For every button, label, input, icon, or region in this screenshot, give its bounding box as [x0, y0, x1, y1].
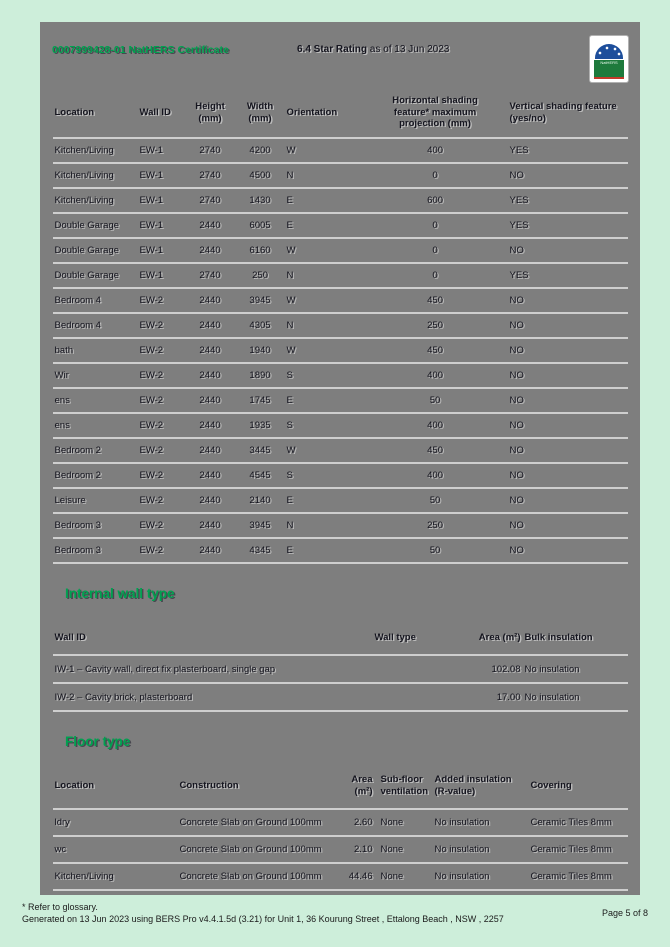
nathers-logo	[590, 36, 628, 82]
column-header: Sub-floor ventilation	[380, 773, 429, 797]
table-row	[53, 836, 628, 863]
table-cell: 400	[427, 370, 443, 381]
table-row	[53, 338, 628, 363]
table-cell: No insulation	[434, 871, 490, 882]
column-header: Height (mm)	[195, 100, 225, 124]
table-cell: None	[380, 844, 404, 855]
table-row	[53, 388, 628, 413]
table-cell: NO	[509, 395, 524, 406]
star-rating-text	[297, 44, 449, 55]
column-header: Area (m²)	[351, 773, 373, 797]
table-cell: NO	[509, 170, 524, 181]
table-cell: None	[380, 817, 404, 828]
table-cell: NO	[509, 495, 524, 506]
internal-wall-heading: Internal wall type	[65, 586, 175, 601]
table-cell: 4500	[249, 170, 271, 181]
table-cell: YES	[509, 195, 529, 206]
internal-wall-table	[53, 621, 628, 712]
table-cell: EW-2	[139, 470, 164, 481]
table-cell: E	[286, 220, 293, 231]
column-header: Location	[54, 106, 95, 118]
table-cell: 2440	[199, 420, 221, 431]
column-header: Covering	[530, 779, 572, 791]
table-cell: NO	[509, 420, 524, 431]
table-cell: No insulation	[434, 817, 490, 828]
table-cell: 4345	[249, 545, 271, 556]
page-footer	[22, 901, 648, 925]
table-cell: W	[286, 445, 296, 456]
table-cell: 2440	[199, 320, 221, 331]
table-row	[53, 655, 628, 683]
table-cell: YES	[509, 270, 529, 281]
table-cell: EW-2	[139, 495, 164, 506]
table-cell: Ceramic Tiles 8mm	[530, 844, 612, 855]
table-cell: 400	[427, 145, 443, 156]
table-cell: NO	[509, 245, 524, 256]
table-cell: EW-1	[139, 220, 164, 231]
table-cell: 2440	[199, 520, 221, 531]
nathers-logo-text: NatHERS	[600, 60, 618, 65]
column-header: Bulk insulation	[524, 631, 593, 643]
table-cell: 600	[427, 195, 443, 206]
table-cell: None	[380, 871, 404, 882]
table-cell: EW-2	[139, 320, 164, 331]
table-row	[53, 138, 628, 163]
table-cell: 102.08	[491, 663, 521, 675]
table-cell: W	[286, 245, 296, 256]
table-cell: NO	[509, 295, 524, 306]
certificate-title: 0007999428-01 NatHERS Certificate	[52, 44, 229, 56]
table-cell: 50	[429, 395, 441, 406]
table-cell: S	[286, 420, 293, 431]
table-cell: Ceramic Tiles 8mm	[530, 871, 612, 882]
table-row	[53, 683, 628, 711]
table-cell: NO	[509, 520, 524, 531]
table-cell: Double Garage	[54, 220, 119, 231]
table-cell: 250	[427, 520, 443, 531]
table-cell: No insulation	[524, 663, 580, 675]
generated-line: Generated on 13 Jun 2023 using BERS Pro v4.4.1.5d (3.21) for Unit 1, 36 Kourung Street , Ettalong Beach , NSW , 2257	[22, 914, 504, 924]
table-cell: ldry	[54, 817, 70, 828]
column-header: Location	[54, 779, 95, 791]
column-header: Width (mm)	[246, 100, 274, 124]
table-cell: 2440	[199, 370, 221, 381]
table-row	[53, 413, 628, 438]
table-row	[53, 809, 628, 836]
table-cell: 2740	[199, 145, 221, 156]
glossary-note: * Refer to glossary.	[22, 902, 98, 912]
table-cell: 450	[427, 445, 443, 456]
table-cell: N	[286, 320, 294, 331]
page-header	[52, 36, 628, 88]
floor-type-heading: Floor type	[65, 734, 131, 749]
table-cell: Bedroom 2	[54, 470, 101, 481]
column-header: Construction	[179, 779, 239, 791]
table-cell: 400	[427, 470, 443, 481]
table-row	[53, 188, 628, 213]
page-number: Page 5 of 8	[601, 908, 648, 918]
column-header: Wall ID	[54, 631, 86, 643]
table-row	[53, 538, 628, 563]
table-cell: Kitchen/Living	[54, 170, 114, 181]
nathers-logo-band	[594, 60, 624, 79]
table-cell: 1935	[249, 420, 271, 431]
table-cell: Concrete Slab on Ground 100mm	[179, 871, 322, 882]
table-cell: 4200	[249, 145, 271, 156]
table-cell: IW-1 – Cavity wall, direct fix plasterboard, single gap	[54, 663, 276, 675]
table-cell: 2440	[199, 295, 221, 306]
table-cell: IW-2 – Cavity brick, plasterboard	[54, 691, 193, 703]
table-cell: W	[286, 145, 296, 156]
table-cell: Bedroom 4	[54, 320, 101, 331]
floor-type-table	[53, 763, 628, 891]
table-cell: Wir	[54, 370, 69, 381]
table-row	[53, 213, 628, 238]
table-cell: EW-1	[139, 145, 164, 156]
table-cell: Concrete Slab on Ground 100mm	[179, 817, 322, 828]
table-cell: bath	[54, 345, 73, 356]
column-header: Wall ID	[139, 106, 171, 118]
table-cell: 50	[429, 495, 441, 506]
table-cell: ens	[54, 420, 70, 431]
table-cell	[373, 683, 453, 711]
table-cell: EW-2	[139, 545, 164, 556]
table-cell: Kitchen/Living	[54, 195, 114, 206]
table-cell: EW-2	[139, 420, 164, 431]
table-cell: NO	[509, 320, 524, 331]
table-cell: E	[286, 395, 293, 406]
table-cell: Kitchen/Living	[54, 145, 114, 156]
table-cell: 250	[427, 320, 443, 331]
table-row	[53, 363, 628, 388]
column-header: Wall type	[374, 631, 416, 643]
table-cell: Ceramic Tiles 8mm	[530, 817, 612, 828]
table-cell: 3945	[249, 520, 271, 531]
table-cell: EW-2	[139, 445, 164, 456]
table-cell: 2440	[199, 470, 221, 481]
table-cell: E	[286, 195, 293, 206]
table-cell: 3945	[249, 295, 271, 306]
table-cell: 2440	[199, 220, 221, 231]
table-row	[53, 238, 628, 263]
table-cell: 2740	[199, 270, 221, 281]
table-cell: 0	[432, 245, 438, 256]
table-cell: 250	[252, 270, 268, 281]
wall-shading-table-header	[53, 88, 628, 138]
table-cell: 1940	[249, 345, 271, 356]
column-header: Horizontal shading feature* maximum projection (mm)	[392, 94, 478, 130]
internal-wall-table-body	[53, 655, 628, 711]
table-cell: E	[286, 495, 293, 506]
table-cell: 2140	[249, 495, 271, 506]
table-row	[53, 263, 628, 288]
table-cell: 4305	[249, 320, 271, 331]
table-cell: W	[286, 295, 296, 306]
table-cell: 2440	[199, 245, 221, 256]
table-row	[53, 438, 628, 463]
table-cell: 2740	[199, 170, 221, 181]
certificate-page-panel	[40, 22, 640, 895]
table-cell: N	[286, 270, 294, 281]
table-row	[53, 288, 628, 313]
wall-shading-table-body	[53, 138, 628, 563]
table-cell: 1745	[249, 395, 271, 406]
table-cell: N	[286, 170, 294, 181]
floor-type-table-header	[53, 763, 628, 809]
table-cell: EW-2	[139, 295, 164, 306]
table-cell: 2440	[199, 395, 221, 406]
table-cell: Bedroom 3	[54, 520, 101, 531]
wall-shading-table	[53, 88, 628, 564]
table-cell: 0	[432, 270, 438, 281]
table-cell: 0	[432, 170, 438, 181]
table-cell: 2440	[199, 345, 221, 356]
table-row	[53, 863, 628, 890]
table-cell: Double Garage	[54, 245, 119, 256]
table-cell: NO	[509, 370, 524, 381]
star-rating-date: as of 13 Jun 2023	[367, 44, 450, 55]
internal-wall-table-header	[53, 621, 628, 655]
table-cell	[373, 655, 453, 683]
table-cell: Bedroom 4	[54, 295, 101, 306]
table-cell: 17.00	[496, 691, 521, 703]
table-row	[53, 488, 628, 513]
table-cell: 2440	[199, 445, 221, 456]
nathers-logo-dome-icon	[595, 44, 623, 59]
table-cell: 450	[427, 345, 443, 356]
table-cell: 400	[427, 420, 443, 431]
column-header: Orientation	[286, 106, 338, 118]
table-cell: No insulation	[434, 844, 490, 855]
table-cell: NO	[509, 470, 524, 481]
table-cell: Double Garage	[54, 270, 119, 281]
table-row	[53, 163, 628, 188]
star-rating-value: 6.4 Star Rating	[297, 44, 368, 55]
column-header: Vertical shading feature (yes/no)	[509, 100, 617, 124]
table-cell: 4545	[249, 470, 271, 481]
table-cell: Bedroom 2	[54, 445, 101, 456]
table-cell: 44.46	[348, 871, 373, 882]
table-cell: EW-1	[139, 245, 164, 256]
floor-type-table-body	[53, 809, 628, 890]
table-cell: 50	[429, 545, 441, 556]
table-cell: NO	[509, 545, 524, 556]
table-cell: NO	[509, 445, 524, 456]
table-cell: 2740	[199, 195, 221, 206]
table-cell: YES	[509, 145, 529, 156]
table-cell: No insulation	[524, 691, 580, 703]
table-cell: S	[286, 470, 293, 481]
table-cell: EW-1	[139, 170, 164, 181]
table-cell: 1430	[249, 195, 271, 206]
table-cell: 3445	[249, 445, 271, 456]
table-cell: EW-2	[139, 395, 164, 406]
table-cell: 1890	[249, 370, 271, 381]
table-cell: EW-2	[139, 345, 164, 356]
table-cell: 2.60	[354, 817, 373, 828]
column-header: Area (m²)	[478, 631, 521, 643]
table-cell: YES	[509, 220, 529, 231]
table-cell: W	[286, 345, 296, 356]
table-cell: N	[286, 520, 294, 531]
table-cell: 2.10	[354, 844, 373, 855]
table-cell: Bedroom 3	[54, 545, 101, 556]
table-row	[53, 313, 628, 338]
table-cell: EW-1	[139, 270, 164, 281]
table-cell: wc	[54, 844, 67, 855]
table-cell: NO	[509, 345, 524, 356]
table-cell: 450	[427, 295, 443, 306]
table-cell: EW-1	[139, 195, 164, 206]
table-cell: Leisure	[54, 495, 86, 506]
table-cell: S	[286, 370, 293, 381]
table-cell: E	[286, 545, 293, 556]
column-header: Added insulation (R-value)	[434, 773, 512, 797]
table-row	[53, 463, 628, 488]
table-cell: EW-2	[139, 520, 164, 531]
table-cell: 0	[432, 220, 438, 231]
table-cell: Kitchen/Living	[54, 871, 114, 882]
table-cell: 6005	[249, 220, 271, 231]
table-row	[53, 513, 628, 538]
table-cell: Concrete Slab on Ground 100mm	[179, 844, 322, 855]
table-cell: ens	[54, 395, 70, 406]
table-cell: 2440	[199, 495, 221, 506]
table-cell: EW-2	[139, 370, 164, 381]
table-cell: 2440	[199, 545, 221, 556]
table-cell: 6160	[249, 245, 271, 256]
